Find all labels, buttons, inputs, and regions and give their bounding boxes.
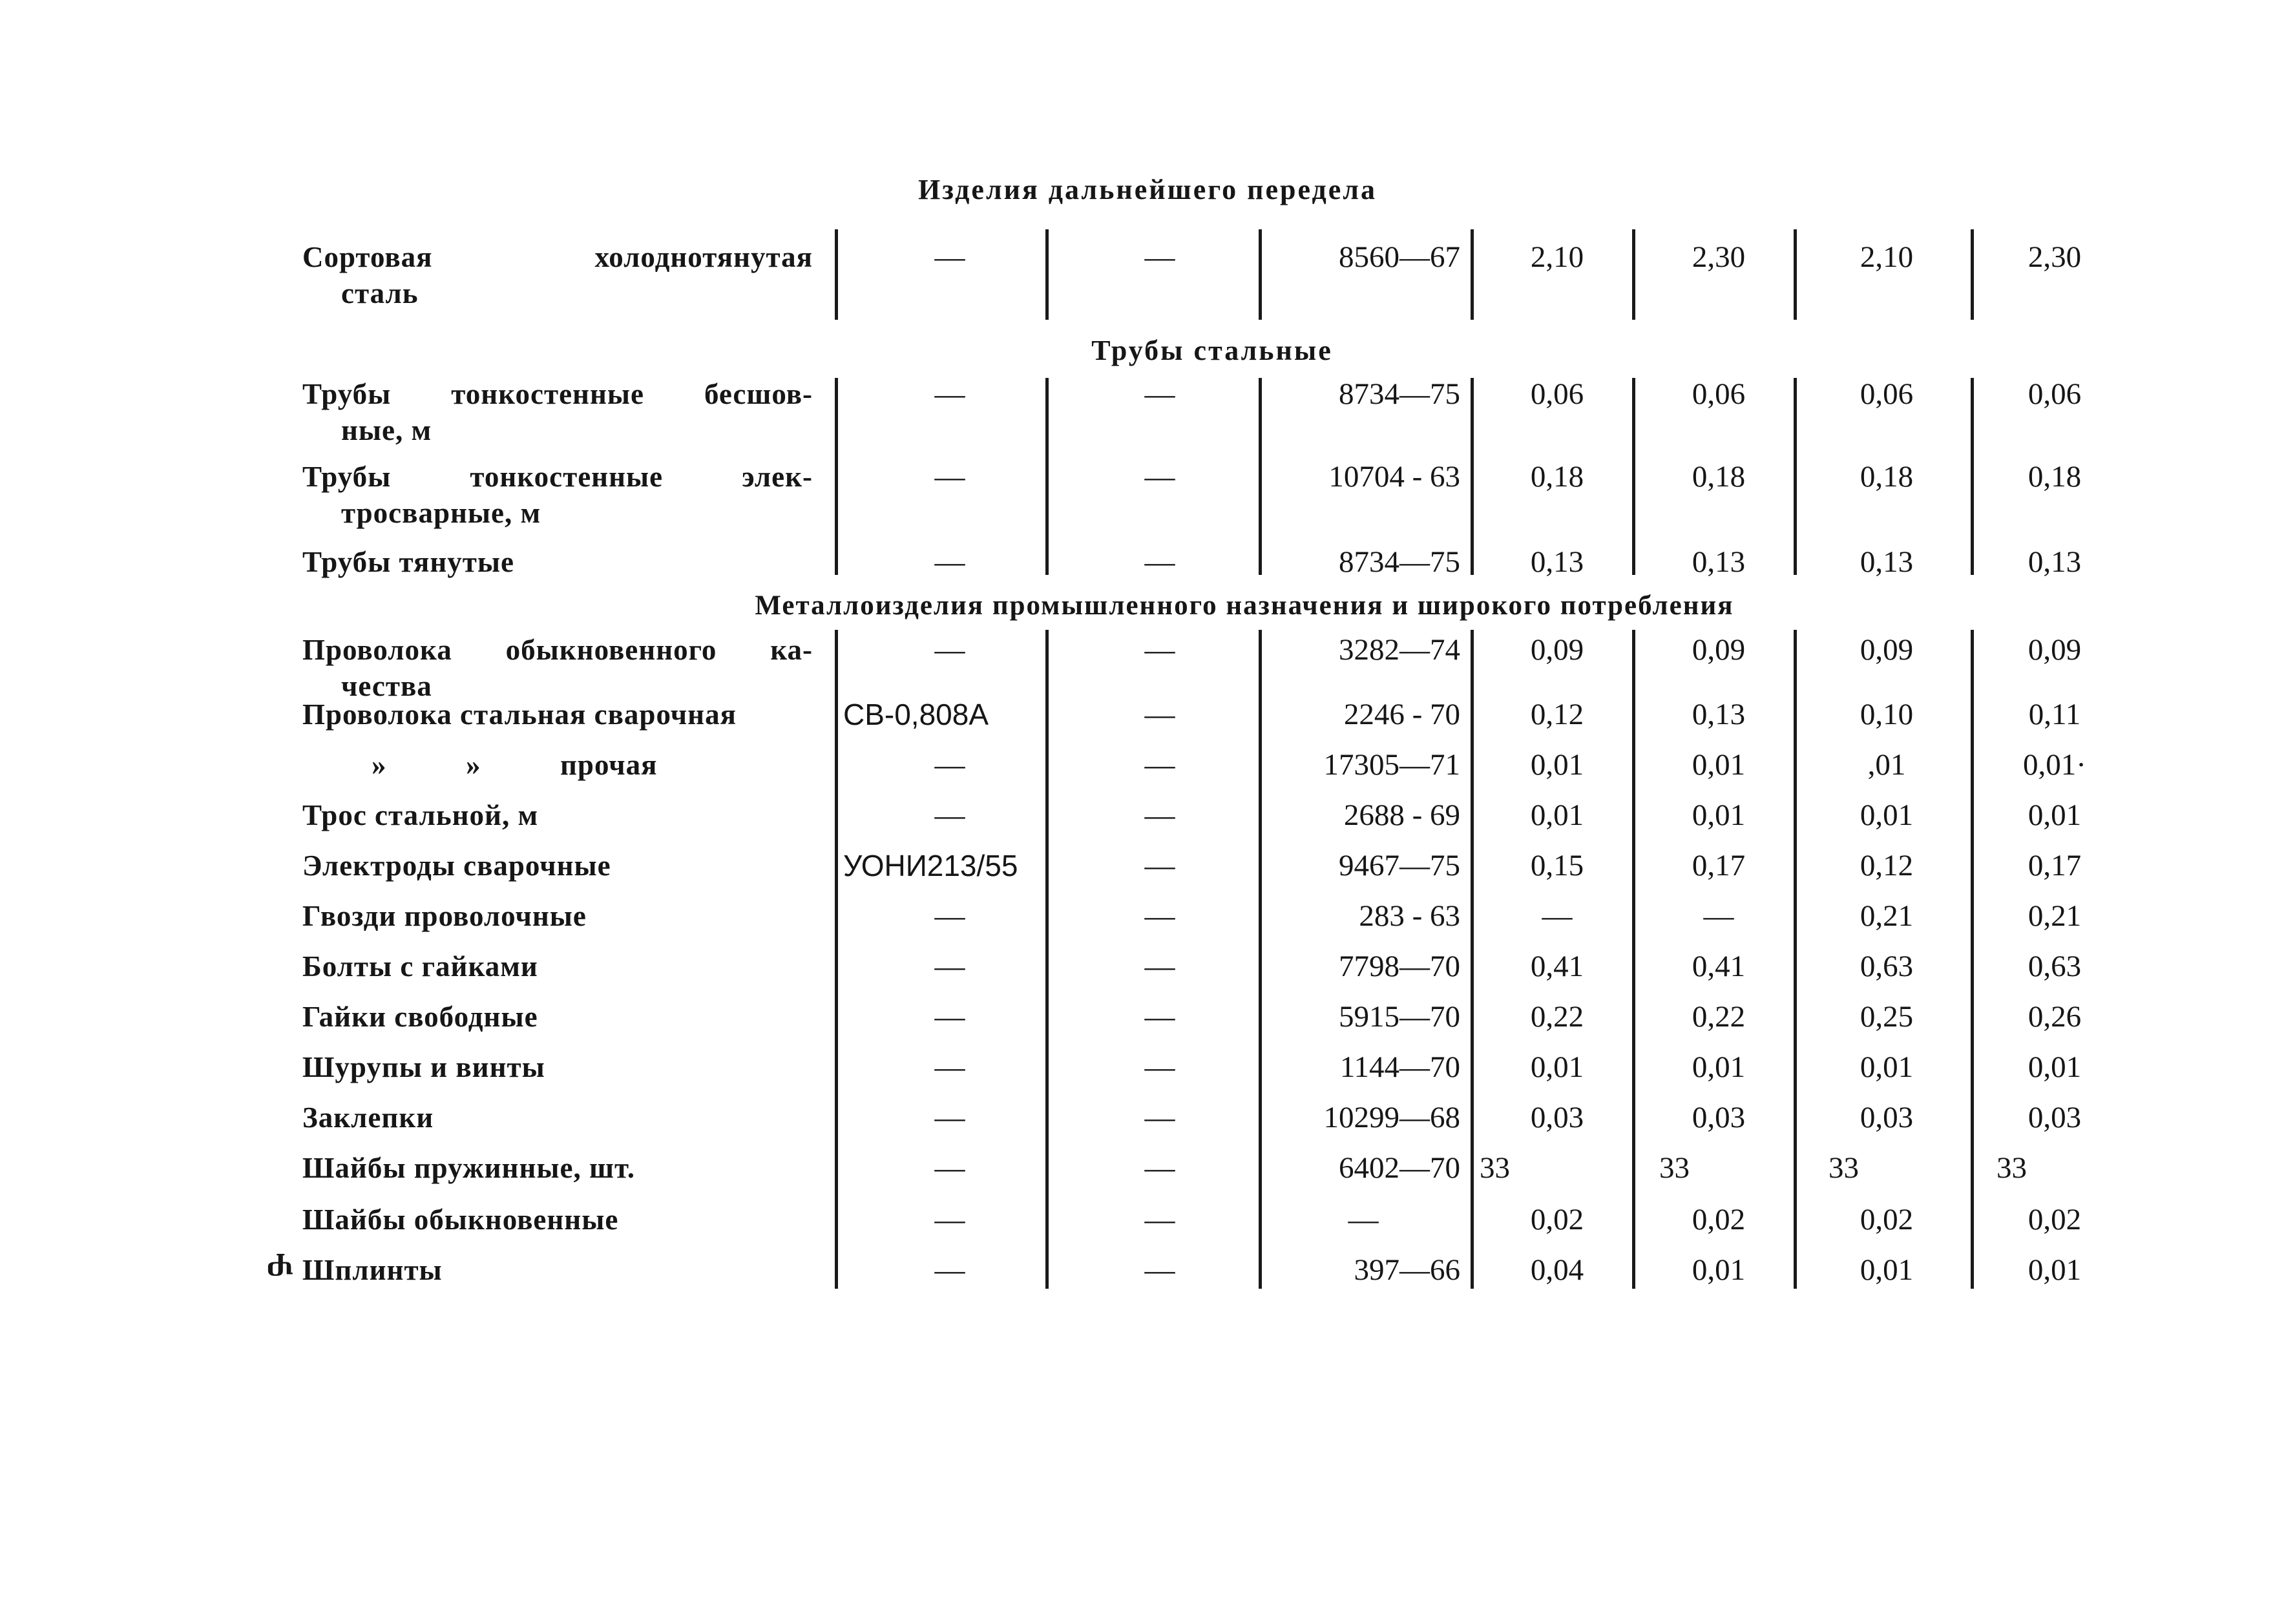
item-name: Шурупы и винты — [302, 1051, 545, 1083]
value-cell-4: 0,17 — [2028, 849, 2082, 882]
item-name: Трубы тонкостенные бесшов- ные, м — [302, 378, 813, 446]
grade-cell: — — [934, 1253, 965, 1287]
value-cell-1: 0,12 — [1530, 698, 1584, 731]
item-name: Заклепки — [302, 1101, 434, 1134]
tu-cell: — — [1144, 1101, 1175, 1134]
column-rule — [1259, 630, 1262, 1289]
page-marker: Ⴛ — [266, 1253, 295, 1282]
value-cell-1: 0,04 — [1530, 1253, 1584, 1287]
column-rule — [1045, 229, 1049, 320]
value-cell-3: 0,01 — [1860, 1253, 1914, 1287]
grade-cell: — — [934, 1000, 965, 1034]
tu-cell: — — [1144, 633, 1175, 667]
column-rule — [835, 630, 838, 1289]
item-name: Трубы тянутые — [302, 546, 515, 578]
column-rule — [1971, 229, 1974, 320]
value-cell-2: 33 — [1659, 1151, 1690, 1185]
section-title-further-processing: Изделия дальнейшего передела — [918, 174, 1377, 205]
value-cell-4: 0,01 — [2028, 798, 2082, 832]
column-rule — [1045, 378, 1049, 575]
gost-cell: 2688 - 69 — [1343, 798, 1460, 832]
value-cell-2: 0,17 — [1692, 849, 1746, 882]
value-cell-2: 0,01 — [1692, 1253, 1746, 1287]
value-cell-3: 0,01 — [1860, 798, 1914, 832]
tu-cell: — — [1144, 240, 1175, 274]
grade-cell: — — [934, 950, 965, 983]
tu-cell: — — [1144, 798, 1175, 832]
value-cell-1: 0,01 — [1530, 1050, 1584, 1084]
gost-cell: — — [1348, 1203, 1379, 1236]
column-rule — [835, 229, 838, 320]
value-cell-1: 0,06 — [1530, 377, 1584, 411]
item-name: Гайки свободные — [302, 1001, 538, 1033]
value-cell-1: 0,02 — [1530, 1203, 1584, 1236]
value-cell-2: 0,18 — [1692, 460, 1746, 494]
value-cell-4: 0,01 — [2028, 1050, 2082, 1084]
item-name: » » прочая — [372, 749, 658, 781]
grade-cell: — — [934, 748, 965, 782]
column-rule — [1794, 378, 1797, 575]
value-cell-2: 0,06 — [1692, 377, 1746, 411]
value-cell-3: ,01 — [1867, 748, 1906, 782]
item-name: Трос стальной, м — [302, 799, 539, 831]
value-cell-4: 0,06 — [2028, 377, 2082, 411]
value-cell-1: 0,22 — [1530, 1000, 1584, 1034]
gost-cell: 17305—71 — [1323, 748, 1460, 782]
grade-cell: УОНИ213/55 — [843, 849, 1018, 882]
gost-cell: 10299—68 — [1323, 1101, 1460, 1134]
value-cell-1: 0,41 — [1530, 950, 1584, 983]
column-rule — [1794, 630, 1797, 1289]
value-cell-2: 0,09 — [1692, 633, 1746, 667]
value-cell-2: 0,13 — [1692, 698, 1746, 731]
column-rule — [1045, 630, 1049, 1289]
tu-cell: — — [1144, 545, 1175, 579]
value-cell-4: 0,26 — [2028, 1000, 2082, 1034]
value-cell-1: — — [1542, 899, 1573, 933]
tu-cell: — — [1144, 950, 1175, 983]
value-cell-3: 2,10 — [1860, 240, 1914, 274]
column-rule — [1259, 229, 1262, 320]
gost-cell: 8560—67 — [1339, 240, 1460, 274]
value-cell-4: 0,63 — [2028, 950, 2082, 983]
tu-cell: — — [1144, 849, 1175, 882]
column-rule — [1794, 229, 1797, 320]
value-cell-3: 0,02 — [1860, 1203, 1914, 1236]
grade-cell: — — [934, 1101, 965, 1134]
gost-cell: 10704 - 63 — [1328, 460, 1460, 494]
tu-cell: — — [1144, 1203, 1175, 1236]
grade-cell: — — [934, 545, 965, 579]
column-rule — [1632, 229, 1635, 320]
value-cell-2: 2,30 — [1692, 240, 1746, 274]
column-rule — [835, 378, 838, 575]
grade-cell: — — [934, 798, 965, 832]
gost-cell: 9467—75 — [1339, 849, 1460, 882]
column-rule — [1971, 378, 1974, 575]
value-cell-4: 0,21 — [2028, 899, 2082, 933]
item-name: Трубы тонкостенные элек- тросварные, м — [302, 461, 813, 529]
value-cell-4: 0,01 — [2028, 1253, 2082, 1287]
value-cell-2: 0,02 — [1692, 1203, 1746, 1236]
column-rule — [1632, 378, 1635, 575]
section-title-steel-pipes: Трубы стальные — [1091, 335, 1333, 366]
value-cell-4: 2,30 — [2028, 240, 2082, 274]
item-name: Сортовая холоднотянутая сталь — [302, 241, 813, 309]
value-cell-1: 0,09 — [1530, 633, 1584, 667]
grade-cell: — — [934, 1203, 965, 1236]
grade-cell: — — [934, 899, 965, 933]
value-cell-1: 0,18 — [1530, 460, 1584, 494]
tu-cell: — — [1144, 460, 1175, 494]
gost-cell: 8734—75 — [1339, 545, 1460, 579]
value-cell-1: 2,10 — [1530, 240, 1584, 274]
value-cell-2: 0,13 — [1692, 545, 1746, 579]
item-name: Болты с гайками — [302, 950, 538, 983]
value-cell-3: 0,12 — [1860, 849, 1914, 882]
value-cell-4: 0,01· — [2023, 748, 2086, 782]
gost-cell: 8734—75 — [1339, 377, 1460, 411]
value-cell-2: — — [1703, 899, 1734, 933]
column-rule — [1471, 229, 1474, 320]
gost-cell: 5915—70 — [1339, 1000, 1460, 1034]
value-cell-1: 0,15 — [1530, 849, 1584, 882]
tu-cell: — — [1144, 1253, 1175, 1287]
value-cell-1: 0,01 — [1530, 798, 1584, 832]
column-rule — [1471, 378, 1474, 575]
tu-cell: — — [1144, 1050, 1175, 1084]
grade-cell: — — [934, 240, 965, 274]
value-cell-4: 0,09 — [2028, 633, 2082, 667]
value-cell-4: 0,11 — [2028, 698, 2081, 731]
section-title-metal-products: Металлоизделия промышленного назначения и широкого потребления — [755, 590, 1734, 621]
value-cell-2: 0,22 — [1692, 1000, 1746, 1034]
item-name: Электроды сварочные — [302, 849, 611, 882]
column-rule — [1971, 630, 1974, 1289]
grade-cell: — — [934, 1050, 965, 1084]
value-cell-3: 0,18 — [1860, 460, 1914, 494]
gost-cell: 1144—70 — [1339, 1050, 1460, 1084]
value-cell-4: 0,02 — [2028, 1203, 2082, 1236]
value-cell-2: 0,01 — [1692, 1050, 1746, 1084]
gost-cell: 3282—74 — [1339, 633, 1460, 667]
value-cell-1: 0,13 — [1530, 545, 1584, 579]
item-name: Шплинты — [302, 1254, 443, 1286]
tu-cell: — — [1144, 698, 1175, 731]
tu-cell: — — [1144, 748, 1175, 782]
gost-cell: 2246 - 70 — [1343, 698, 1460, 731]
tu-cell: — — [1144, 899, 1175, 933]
item-name: Гвозди проволочные — [302, 900, 587, 932]
grade-cell: СВ-0,808А — [843, 698, 989, 731]
item-name: Шайбы пружинные, шт. — [302, 1152, 635, 1184]
value-cell-2: 0,01 — [1692, 798, 1746, 832]
value-cell-3: 0,10 — [1860, 698, 1914, 731]
gost-cell: 283 - 63 — [1359, 899, 1460, 933]
value-cell-3: 0,09 — [1860, 633, 1914, 667]
value-cell-1: 33 — [1480, 1151, 1510, 1185]
gost-cell: 6402—70 — [1339, 1151, 1460, 1185]
value-cell-2: 0,01 — [1692, 748, 1746, 782]
tu-cell: — — [1144, 377, 1175, 411]
value-cell-4: 33 — [1996, 1151, 2027, 1185]
value-cell-1: 0,01 — [1530, 748, 1584, 782]
gost-cell: 397—66 — [1354, 1253, 1460, 1287]
grade-cell: — — [934, 377, 965, 411]
tu-cell: — — [1144, 1151, 1175, 1185]
value-cell-3: 0,63 — [1860, 950, 1914, 983]
value-cell-3: 0,06 — [1860, 377, 1914, 411]
tu-cell: — — [1144, 1000, 1175, 1034]
value-cell-1: 0,03 — [1530, 1101, 1584, 1134]
grade-cell: — — [934, 460, 965, 494]
value-cell-4: 0,03 — [2028, 1101, 2082, 1134]
value-cell-3: 0,01 — [1860, 1050, 1914, 1084]
value-cell-2: 0,03 — [1692, 1101, 1746, 1134]
column-rule — [1471, 630, 1474, 1289]
value-cell-4: 0,18 — [2028, 460, 2082, 494]
value-cell-4: 0,13 — [2028, 545, 2082, 579]
grade-cell: — — [934, 633, 965, 667]
value-cell-3: 0,13 — [1860, 545, 1914, 579]
gost-cell: 7798—70 — [1339, 950, 1460, 983]
column-rule — [1632, 630, 1635, 1289]
value-cell-3: 33 — [1829, 1151, 1859, 1185]
item-name: Проволока стальная сварочная — [302, 698, 737, 731]
value-cell-3: 0,21 — [1860, 899, 1914, 933]
item-name: Проволока обыкновенного ка- чества — [302, 634, 813, 702]
column-rule — [1259, 378, 1262, 575]
item-name: Шайбы обыкновенные — [302, 1203, 619, 1236]
value-cell-3: 0,03 — [1860, 1101, 1914, 1134]
value-cell-2: 0,41 — [1692, 950, 1746, 983]
value-cell-3: 0,25 — [1860, 1000, 1914, 1034]
grade-cell: — — [934, 1151, 965, 1185]
